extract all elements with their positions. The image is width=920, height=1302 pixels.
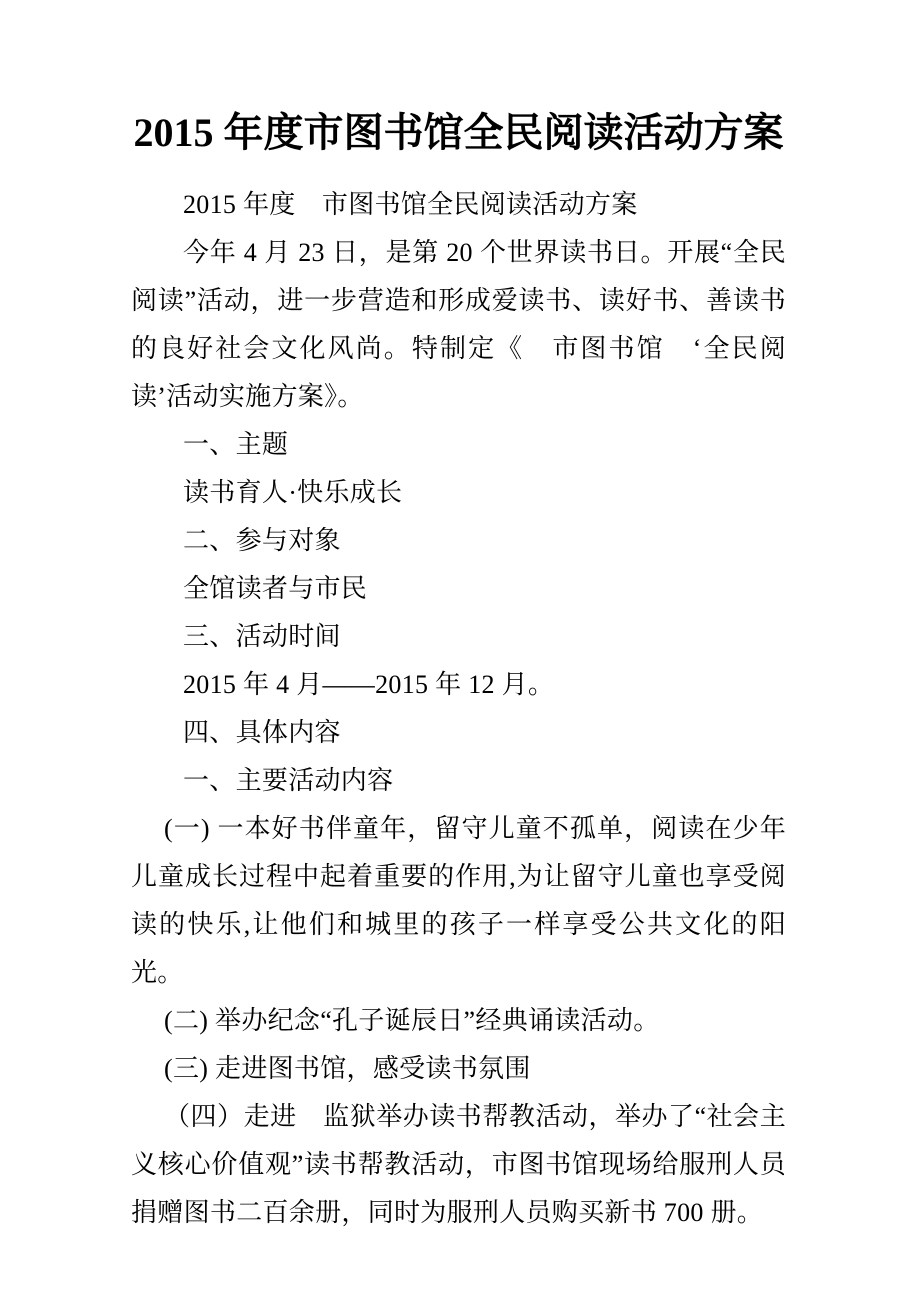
- intro-paragraph: 今年 4 月 23 日，是第 20 个世界读书日。开展“全民阅读”活动，进一步营造和形成爱读书、读好书、善读书的良好社会文化风尚。特制定《 市图书馆 ‘全民阅读’活动实施方案》。: [131, 238, 786, 411]
- section-4-heading: 四、具体内容: [183, 718, 341, 747]
- section-3-heading: 三、活动时间: [183, 622, 341, 651]
- section-2-body: 全馆读者与市民: [183, 574, 368, 603]
- section-2-heading: 二、参与对象: [183, 526, 341, 555]
- item-1-paragraph: (一) 一本好书伴童年，留守儿童不孤单，阅读在少年儿童成长过程中起着重要的作用,为让留守儿童也享受阅读的快乐,让他们和城里的孩子一样享受公共文化的阳光。: [131, 814, 786, 987]
- item-3-paragraph: (三) 走进图书馆，感受读书氛围: [164, 1054, 531, 1083]
- document-title: 2015 年度市图书馆全民阅读活动方案: [133, 110, 784, 155]
- item-2-paragraph: (二) 举办纪念“孔子诞辰日”经典诵读活动。: [164, 1006, 660, 1035]
- subtitle-line: 2015 年度 市图书馆全民阅读活动方案: [183, 190, 638, 219]
- section-1-heading: 一、主题: [183, 430, 289, 459]
- subsection-1-heading: 一、主要活动内容: [183, 766, 394, 795]
- item-4-paragraph: （四）走进 监狱举办读书帮教活动，举办了“社会主义核心价值观”读书帮教活动，市图书馆现场给服刑人员捐赠图书二百余册，同时为服刑人员购买新书 700 册。: [131, 1102, 786, 1227]
- document-body: [131, 181, 786, 1237]
- section-1-body: 读书育人·快乐成长: [183, 478, 403, 507]
- section-3-body: 2015 年 4 月——2015 年 12 月。: [183, 670, 555, 699]
